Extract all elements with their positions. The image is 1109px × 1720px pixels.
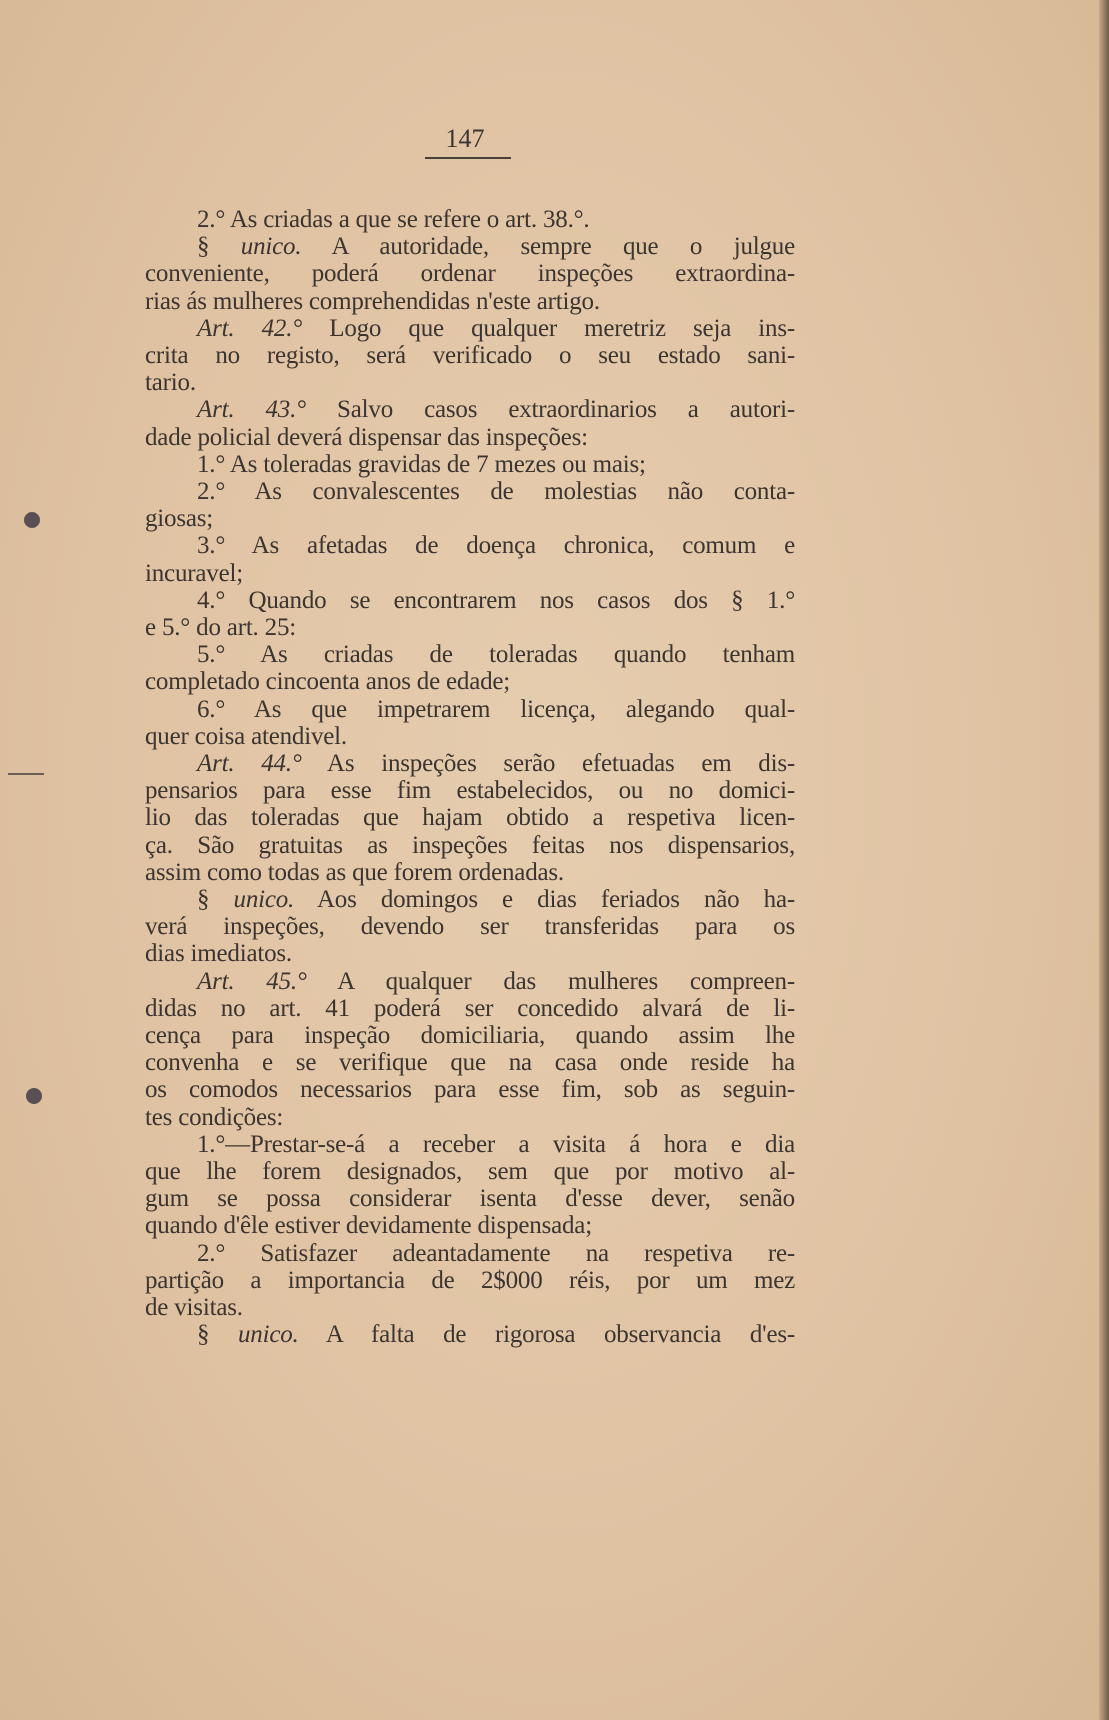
text-line [197,1131,795,1159]
text-line [145,723,795,751]
italic-heading: Art. 43.° [197,396,306,424]
margin-mark [8,773,44,775]
text-line [145,995,795,1023]
line-text: 3.° As afetadas de doença chronica, comum e [197,532,795,560]
line-text: As inspeções serão efetuadas em dis- [301,750,795,777]
text-line [145,668,795,696]
line-text: incuravel; [145,559,243,587]
text-line [145,913,795,941]
text-line [145,1185,795,1213]
text-line [197,1240,795,1268]
line-text: 2.° Satisfazer adeantadamente na respetiva re- [197,1239,795,1267]
line-text: 4.° Quando se encontrarem nos casos dos § 1.° [197,586,795,614]
text-line [197,206,795,234]
italic-heading: unico. [240,233,302,261]
text-line [145,1022,795,1050]
line-text: 1.°—Prestar-se-á a receber a visita á hora e dia [197,1130,795,1158]
page-number-rule [425,157,511,159]
line-text: dias imediatos. [145,940,292,968]
binding-hole-mark [26,1088,42,1104]
line-text: tes condições: [145,1103,284,1131]
text-line [197,315,795,343]
line-text: verá inspeções, devendo ser transferidas para os [145,913,795,941]
line-text: ça. São gratuitas as inspeções feitas nos dispensarios, [145,831,795,859]
line-text: lio das toleradas que hajam obtido a respetiva licen- [145,804,795,832]
text-line [145,1267,795,1295]
line-text: didas no art. 41 poderá ser concedido alvará de li- [145,994,795,1022]
line-text: A qualquer das mulheres compreen- [306,967,795,995]
line-text: convenha e se verifique que na casa onde reside ha [145,1049,795,1077]
text-line [145,560,795,588]
line-text: § [197,1321,238,1349]
line-text: crita no registo, será verificado o seu estado sani- [145,342,795,369]
text-line [197,451,795,479]
line-text: e 5.° do art. 25: [145,614,297,641]
line-text: quer coisa atendivel. [145,722,347,750]
line-text: gum se possa considerar isenta d'esse dever, senão [145,1185,795,1213]
text-line [197,233,795,261]
text-line [197,478,795,506]
line-text: giosas; [145,505,214,533]
text-line [145,424,795,452]
text-line [145,1212,795,1240]
line-text: 2.° As convalescentes de molestias não conta- [197,478,795,505]
line-text: 6.° As que impetrarem licença, alegando qual- [197,695,795,723]
line-text: 2.° As criadas a que se refere o art. 38.°. [197,206,590,233]
text-line [145,1104,795,1132]
text-line [145,288,795,316]
line-text: tario. [145,369,196,397]
line-text: conveniente, poderá ordenar inspeções extraordina- [145,260,795,288]
line-text: § [197,233,241,261]
line-text: cença para inspeção domiciliaria, quando assim lhe [145,1022,795,1049]
text-line [145,859,795,887]
line-text: A autoridade, sempre que o julgue [301,233,795,261]
text-line [197,750,795,778]
line-text: os comodos necessarios para esse fim, sob as seguin- [145,1076,795,1104]
text-line [145,832,795,860]
italic-heading: unico. [233,886,295,913]
text-line [197,886,795,914]
text-line [145,505,795,533]
line-text: completado cincoenta anos de edade; [145,668,511,696]
line-text: assim como todas as que forem ordenadas. [145,858,564,886]
text-line [145,940,795,968]
line-text: rias ás mulheres comprehendidas n'este artigo. [145,287,600,315]
line-text: § [197,886,234,913]
text-line [145,1076,795,1104]
text-line [145,777,795,805]
line-text: 5.° As criadas de toleradas quando tenham [197,641,795,669]
page-edge-shadow [1099,0,1109,1720]
text-line [197,968,795,996]
binding-hole-mark [24,512,40,528]
text-line [197,696,795,724]
line-text: pensarios para esse fim estabelecidos, ou no domici- [145,777,795,805]
line-text: Salvo casos extraordinarios a autori- [305,396,795,424]
italic-heading: Art. 45.° [197,967,307,995]
line-text: dade policial deverá dispensar das inspeções: [145,423,588,451]
text-line [145,260,795,288]
italic-heading: Art. 42.° [197,314,303,342]
line-text: 1.° As toleradas gravidas de 7 mezes ou mais; [197,450,646,478]
text-line [145,1049,795,1077]
italic-heading: unico. [237,1321,299,1349]
text-line [197,396,795,424]
line-text: de visitas. [145,1294,243,1321]
text-line [197,587,795,615]
italic-heading: Art. 44.° [197,750,302,777]
line-text: A falta de rigorosa observancia d'es- [298,1321,795,1349]
line-text: Aos domingos e dias feriados não ha- [294,886,795,913]
line-text: Logo que qualquer meretriz seja ins- [302,314,795,342]
text-line [197,532,795,560]
line-text: quando d'êle estiver devidamente dispensada; [145,1212,592,1240]
text-line [145,614,795,642]
text-line [145,369,795,397]
text-line [197,1321,795,1349]
text-line [145,1294,795,1322]
text-line [145,1158,795,1186]
text-line [145,342,795,370]
text-line [145,804,795,832]
text-line [197,641,795,669]
line-text: que lhe forem designados, sem que por motivo al- [145,1158,795,1185]
page-number: 147 [445,124,485,153]
line-text: partição a importancia de 2$000 réis, por um mez [145,1266,795,1294]
